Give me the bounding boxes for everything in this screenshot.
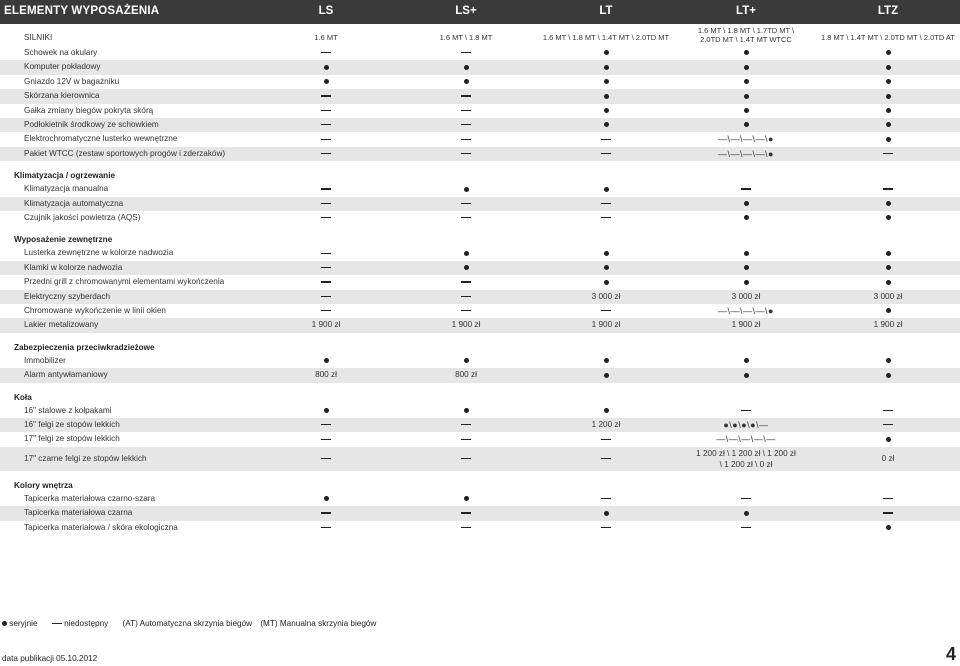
table-row <box>0 354 960 368</box>
section-title: Zabezpieczenia przeciwkradzieżowe <box>14 342 155 352</box>
section-title: Klimatyzacja / ogrzewanie <box>14 171 116 181</box>
unavailable-dash-icon <box>461 153 471 154</box>
standard-dot-icon <box>886 308 891 313</box>
standard-dot-icon <box>744 511 749 516</box>
unavailable-dash-icon <box>461 281 471 282</box>
standard-dot-icon <box>324 496 329 501</box>
section-title: Koła <box>14 392 32 402</box>
table-row <box>0 197 960 211</box>
standard-dot-icon <box>604 187 609 192</box>
feature-label: Tapicerka materiałowa / skóra ekologiczna <box>24 522 178 532</box>
standard-dot-icon <box>744 251 749 256</box>
variant-availability: —\—\—\—\● <box>718 134 774 145</box>
table-row <box>0 118 960 132</box>
table-row <box>0 521 960 535</box>
standard-dot-icon <box>324 358 329 363</box>
unavailable-dash-icon <box>321 310 331 311</box>
engines-row <box>0 28 960 46</box>
feature-label: Klimatyzacja automatyczna <box>24 198 124 208</box>
feature-label: 16" stalowe z kołpakami <box>24 405 112 415</box>
price-value: 1 900 zł <box>873 320 903 330</box>
price-value: 1 900 zł <box>311 320 341 330</box>
feature-label: Klimatyzacja manualna <box>24 184 109 194</box>
price-value: 800 zł <box>315 370 337 380</box>
unavailable-dash-icon <box>321 296 331 297</box>
table-row <box>0 261 960 275</box>
unavailable-dash-icon <box>461 527 471 528</box>
unavailable-dash-icon <box>461 439 471 440</box>
unavailable-dash-icon <box>601 498 611 499</box>
feature-label: Tapicerka materiałowa czarna <box>24 508 133 518</box>
standard-dot-icon <box>464 358 469 363</box>
unavailable-dash-icon <box>741 188 751 189</box>
standard-dot-icon <box>886 437 891 442</box>
standard-dot-icon <box>886 79 891 84</box>
standard-dot-icon <box>324 65 329 70</box>
engine-options: 1.6 MT <box>314 33 338 42</box>
standard-dot-icon <box>464 408 469 413</box>
unavailable-dash-icon <box>321 512 331 513</box>
standard-dot-icon <box>604 79 609 84</box>
legend-mt: (MT) Manualna skrzynia biegów <box>260 619 377 628</box>
standard-dot-icon <box>324 408 329 413</box>
standard-dot-icon <box>744 79 749 84</box>
table-row <box>0 447 960 471</box>
price-value: 1 900 zł <box>591 320 621 330</box>
table-row <box>0 404 960 418</box>
feature-label: Skórzana kierownica <box>24 91 100 101</box>
feature-label: Gniazdo 12V w bagażniku <box>24 76 120 86</box>
variant-availability: —\—\—\—\— <box>716 434 776 445</box>
standard-dot-icon <box>744 94 749 99</box>
standard-dot-icon <box>744 50 749 55</box>
feature-label: Przedni grill z chromowanymi elementami wykończenia <box>24 277 225 287</box>
standard-dot-icon <box>744 215 749 220</box>
unavailable-dash-icon <box>321 527 331 528</box>
standard-dot-icon <box>604 65 609 70</box>
unavailable-dash-icon <box>321 439 331 440</box>
unavailable-dash-icon <box>461 424 471 425</box>
table-row <box>0 104 960 118</box>
standard-dot-icon <box>886 122 891 127</box>
table-row <box>0 132 960 146</box>
engine-options: 1.6 MT \ 1.8 MT \ 1.7TD MT \ 2.0TD MT \ 1.4T MT WTCC <box>697 26 795 44</box>
engine-options: 1.8 MT \ 1.4T MT \ 2.0TD MT \ 2.0TD AT <box>821 33 955 42</box>
unavailable-dash-icon <box>461 512 471 513</box>
table-row <box>0 368 960 382</box>
unavailable-dash-icon <box>321 153 331 154</box>
unavailable-dash-icon <box>883 188 893 189</box>
standard-dot-icon <box>886 280 891 285</box>
standard-dot-icon <box>604 108 609 113</box>
standard-dot-icon <box>744 373 749 378</box>
table-row <box>0 89 960 103</box>
unavailable-dash-icon <box>461 203 471 204</box>
price-value: 1 200 zł <box>591 420 621 429</box>
unavailable-dash-icon <box>321 267 331 268</box>
standard-dot-icon <box>886 108 891 113</box>
page-number: 4 <box>945 644 956 664</box>
legend-standard: seryjnie <box>9 619 38 628</box>
feature-label: 16" felgi ze stopów lekkich <box>24 420 120 429</box>
unavailable-dash-icon <box>321 281 331 282</box>
legend <box>2 619 382 628</box>
feature-label: Elektrochromatyczne lusterko wewnętrzne <box>24 134 178 144</box>
unavailable-dash-icon <box>883 498 893 499</box>
standard-dot-icon <box>604 280 609 285</box>
unavailable-dash-icon <box>601 439 611 440</box>
standard-dot-icon <box>886 65 891 70</box>
table-row <box>0 492 960 506</box>
feature-label: Klamki w kolorze nadwozia <box>24 262 123 272</box>
table-row <box>0 147 960 161</box>
variant-availability: ●\●\●\●\— <box>723 420 769 430</box>
publication-date: data publikacji 05.10.2012 <box>2 654 98 663</box>
price-value: 0 zł <box>881 453 895 463</box>
unavailable-dash-icon <box>883 153 893 154</box>
unavailable-dash-icon <box>741 410 751 411</box>
unavailable-dash-icon <box>321 124 331 125</box>
variant-availability: —\—\—\—\● <box>718 306 774 316</box>
standard-dot-icon <box>886 358 891 363</box>
standard-dot-icon <box>886 525 891 530</box>
standard-dot-icon <box>464 187 469 192</box>
unavailable-dash-icon <box>883 410 893 411</box>
standard-dot-icon <box>886 265 891 270</box>
engines-label: SILNIKI <box>24 33 53 42</box>
feature-label: Elektryczny szyberdach <box>24 291 111 301</box>
standard-dot-icon <box>464 79 469 84</box>
table-row <box>0 275 960 289</box>
standard-dot-icon <box>744 65 749 70</box>
legend-unavailable: niedostępny <box>64 619 109 628</box>
standard-dot-icon <box>886 201 891 206</box>
standard-dot-icon <box>886 215 891 220</box>
feature-label: Tapicerka materiałowa czarno-szara <box>24 493 156 503</box>
feature-label: Lakier metalizowany <box>24 320 99 330</box>
standard-dot-icon <box>886 373 891 378</box>
standard-dot-icon <box>324 79 329 84</box>
table-row <box>0 290 960 304</box>
standard-dot-icon <box>604 511 609 516</box>
feature-label: Czujnik jakości powietrza (AQS) <box>24 213 141 222</box>
standard-dot-icon <box>604 50 609 55</box>
price-value: 1 200 zł \ 1 200 zł \ 1 200 zł \ 1 200 zł \ 0 zł <box>696 448 796 469</box>
standard-dot-icon <box>604 408 609 413</box>
unavailable-dash-icon <box>883 512 893 513</box>
unavailable-dash-icon <box>601 217 611 218</box>
table-row <box>0 418 960 432</box>
price-value: 3 000 zł <box>731 291 761 301</box>
price-value: 1 900 zł <box>451 320 481 330</box>
table-row <box>0 432 960 446</box>
feature-label: Lusterka zewnętrzne w kolorze nadwozia <box>24 248 174 258</box>
unavailable-dash-icon <box>461 310 471 311</box>
unavailable-dash-icon <box>52 623 62 624</box>
feature-label: Pakiet WTCC (zestaw sportowych progów i zderzaków) <box>24 148 226 158</box>
unavailable-dash-icon <box>461 296 471 297</box>
unavailable-dash-icon <box>741 498 751 499</box>
unavailable-dash-icon <box>321 110 331 111</box>
unavailable-dash-icon <box>601 203 611 204</box>
feature-label: Schowek na okulary <box>24 48 98 57</box>
unavailable-dash-icon <box>601 527 611 528</box>
engine-options: 1.6 MT \ 1.8 MT <box>439 33 493 42</box>
unavailable-dash-icon <box>321 52 331 53</box>
section-title: Kolory wnętrza <box>14 480 73 490</box>
standard-dot-icon <box>886 251 891 256</box>
unavailable-dash-icon <box>601 310 611 311</box>
feature-label: Komputer pokładowy <box>24 62 101 72</box>
price-value: 3 000 zł <box>591 291 621 301</box>
standard-dot-icon <box>886 94 891 99</box>
feature-label: Chromowane wykończenie w linii okien <box>24 306 166 315</box>
unavailable-dash-icon <box>601 139 611 140</box>
table-row <box>0 60 960 74</box>
standard-dot-icon <box>604 265 609 270</box>
feature-label: 17" felgi ze stopów lekkich <box>24 434 120 444</box>
column-ls: LS <box>318 5 334 17</box>
feature-label: Alarm antywłamaniowy <box>24 370 108 380</box>
column-lt-plus: LT+ <box>736 5 756 17</box>
standard-dot-icon <box>464 496 469 501</box>
unavailable-dash-icon <box>461 139 471 140</box>
standard-dot-icon <box>2 621 7 626</box>
unavailable-dash-icon <box>883 424 893 425</box>
unavailable-dash-icon <box>321 95 331 96</box>
section-title: Wyposażenie zewnętrzne <box>14 235 113 245</box>
standard-dot-icon <box>744 358 749 363</box>
unavailable-dash-icon <box>461 124 471 125</box>
table-title: ELEMENTY WYPOSAŻENIA <box>4 5 160 17</box>
feature-label: Gałka zmiany biegów pokryta skórą <box>24 105 154 115</box>
price-value: 3 000 zł <box>873 291 903 301</box>
standard-dot-icon <box>464 251 469 256</box>
table-row <box>0 246 960 260</box>
standard-dot-icon <box>744 122 749 127</box>
table-row <box>0 46 960 60</box>
feature-label: Podłokietnik środkowy ze schowkiem <box>24 120 159 129</box>
standard-dot-icon <box>744 280 749 285</box>
price-value: 1 900 zł <box>731 320 761 330</box>
unavailable-dash-icon <box>741 527 751 528</box>
legend-at: (AT) Automatyczna skrzynia biegów <box>122 619 253 628</box>
table-header <box>0 0 960 24</box>
unavailable-dash-icon <box>601 153 611 154</box>
unavailable-dash-icon <box>461 458 471 459</box>
table-row <box>0 304 960 318</box>
column-ltz: LTZ <box>877 5 899 17</box>
standard-dot-icon <box>464 265 469 270</box>
unavailable-dash-icon <box>321 139 331 140</box>
feature-label: Immobilizer <box>24 355 66 365</box>
standard-dot-icon <box>464 65 469 70</box>
standard-dot-icon <box>604 373 609 378</box>
unavailable-dash-icon <box>461 52 471 53</box>
unavailable-dash-icon <box>321 203 331 204</box>
standard-dot-icon <box>604 251 609 256</box>
price-value: 800 zł <box>455 370 477 380</box>
unavailable-dash-icon <box>461 217 471 218</box>
standard-dot-icon <box>604 358 609 363</box>
unavailable-dash-icon <box>321 217 331 218</box>
unavailable-dash-icon <box>321 458 331 459</box>
standard-dot-icon <box>744 108 749 113</box>
column-ls-plus: LS+ <box>455 5 477 17</box>
standard-dot-icon <box>886 137 891 142</box>
table-row <box>0 318 960 332</box>
table-row <box>0 182 960 196</box>
standard-dot-icon <box>744 265 749 270</box>
engine-options: 1.6 MT \ 1.8 MT \ 1.4T MT \ 2.0TD MT <box>542 33 670 42</box>
table-row <box>0 506 960 520</box>
table-row <box>0 211 960 225</box>
unavailable-dash-icon <box>461 95 471 96</box>
unavailable-dash-icon <box>321 253 331 254</box>
standard-dot-icon <box>604 94 609 99</box>
unavailable-dash-icon <box>321 188 331 189</box>
standard-dot-icon <box>886 50 891 55</box>
standard-dot-icon <box>604 122 609 127</box>
feature-label: 17" czarne felgi ze stopów lekkich <box>24 453 147 463</box>
unavailable-dash-icon <box>601 458 611 459</box>
standard-dot-icon <box>744 201 749 206</box>
variant-availability: —\—\—\—\● <box>718 148 774 159</box>
table-row <box>0 75 960 89</box>
unavailable-dash-icon <box>321 424 331 425</box>
column-lt: LT <box>599 5 613 17</box>
unavailable-dash-icon <box>461 110 471 111</box>
